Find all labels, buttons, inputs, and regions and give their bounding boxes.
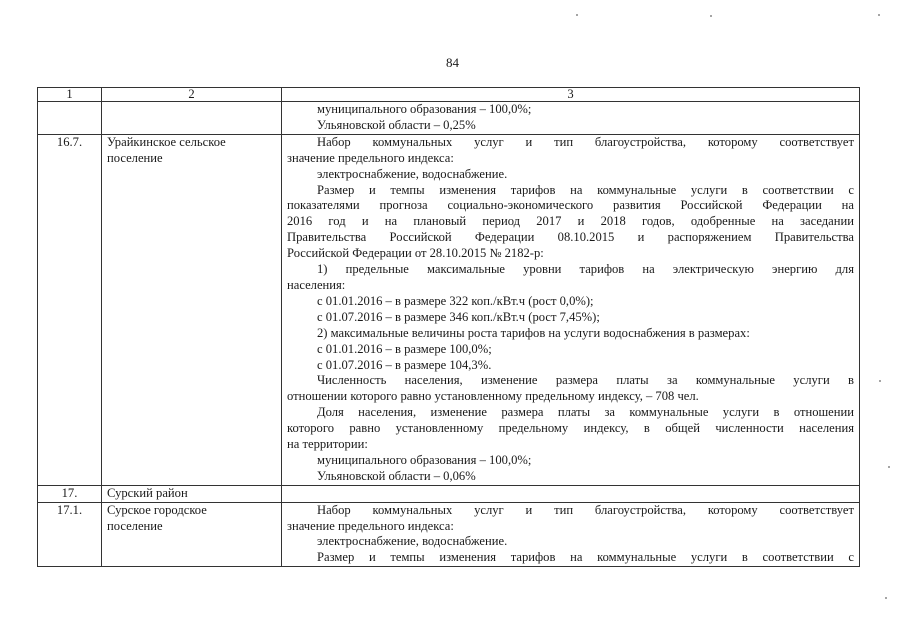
territory-name-line: Урайкинское сельское — [107, 134, 226, 149]
territory-name-line: поселение — [107, 518, 163, 533]
description-line: 1) предельные максимальные уровни тарифов на электрическую энергию для — [317, 262, 854, 277]
row-number-cell: 17. — [38, 485, 102, 502]
territory-name-cell — [102, 134, 282, 485]
description-line: отношении которого равно установленному предельному индексу, – 708 чел. — [287, 389, 699, 404]
table-header-row — [38, 88, 860, 102]
description-line: с 01.07.2016 – в размере 346 коп./кВт.ч (рост 7,45%); — [317, 309, 600, 324]
description-line: с 01.01.2016 – в размере 322 коп./кВт.ч (рост 0,0%); — [317, 293, 594, 308]
header-col-3: 3 — [282, 88, 860, 102]
territory-name-cell — [102, 102, 282, 135]
territory-name-line: Сурский район — [107, 485, 188, 500]
table-row — [38, 102, 860, 135]
description-line: Российской Федерации от 28.10.2015 № 2182-р: — [287, 246, 544, 261]
description-line: Ульяновской области – 0,25% — [317, 117, 476, 132]
description-line: Доля населения, изменение размера платы за коммунальные услуги в отношении — [317, 405, 854, 420]
territory-name-line: поселение — [107, 150, 163, 165]
description-line: Размер и темпы изменения тарифов на коммунальные услуги в соответствии с — [317, 550, 854, 565]
territory-name-line: Сурское городское — [107, 502, 207, 517]
scan-speck — [888, 466, 890, 468]
description-line: электроснабжение, водоснабжение. — [317, 534, 508, 549]
description-line: Правительства Российской Федерации 08.10.2015 и распоряжением Правительства — [287, 230, 854, 245]
description-line: значение предельного индекса: — [287, 150, 454, 165]
description-line: показателями прогноза социально-экономического развития Российской Федерации на — [287, 198, 854, 213]
description-line: населения: — [287, 277, 346, 292]
row-number-cell — [38, 102, 102, 135]
description-cell — [282, 102, 860, 135]
description-line: муниципального образования – 100,0%; — [317, 102, 532, 116]
description-line: Размер и темпы изменения тарифов на коммунальные услуги в соответствии с — [317, 182, 854, 197]
row-number-cell: 17.1. — [38, 502, 102, 567]
description-line: которого равно установленному предельному индексу, в общей численности населения — [287, 421, 854, 436]
description-cell — [282, 502, 860, 567]
description-line: муниципального образования – 100,0%; — [317, 452, 532, 467]
scan-speck — [710, 15, 712, 17]
description-line: на территории: — [287, 437, 368, 452]
header-col-1: 1 — [38, 88, 102, 102]
description-line: 2) максимальные величины роста тарифов на услуги водоснабжения в размерах: — [317, 325, 750, 340]
page-number: 84 — [446, 55, 459, 70]
header-col-2: 2 — [102, 88, 282, 102]
row-number-cell: 16.7. — [38, 134, 102, 485]
description-cell — [282, 485, 860, 502]
description-line: 2016 год и на плановый период 2017 и 2018 годов, одобренные на заседании — [287, 214, 854, 229]
description-line: значение предельного индекса: — [287, 518, 454, 533]
territory-name-cell — [102, 502, 282, 567]
scan-speck — [885, 597, 887, 599]
description-line: Ульяновской области – 0,06% — [317, 468, 476, 483]
tariff-table — [37, 87, 860, 567]
table-row — [38, 485, 860, 502]
table-row — [38, 134, 860, 485]
description-line: Набор коммунальных услуг и тип благоустройства, которому соответствует — [317, 502, 854, 517]
description-cell — [282, 134, 860, 485]
scan-speck — [878, 14, 880, 16]
description-line: Численность населения, изменение размера платы за коммунальные услуги в — [317, 373, 854, 388]
territory-name-cell — [102, 485, 282, 502]
table-row — [38, 502, 860, 567]
description-line: электроснабжение, водоснабжение. — [317, 166, 508, 181]
scan-speck — [576, 14, 578, 16]
description-line: Набор коммунальных услуг и тип благоустройства, которому соответствует — [317, 134, 854, 149]
description-line: с 01.07.2016 – в размере 104,3%. — [317, 357, 492, 372]
scan-speck — [879, 380, 881, 382]
description-line: с 01.01.2016 – в размере 100,0%; — [317, 341, 492, 356]
